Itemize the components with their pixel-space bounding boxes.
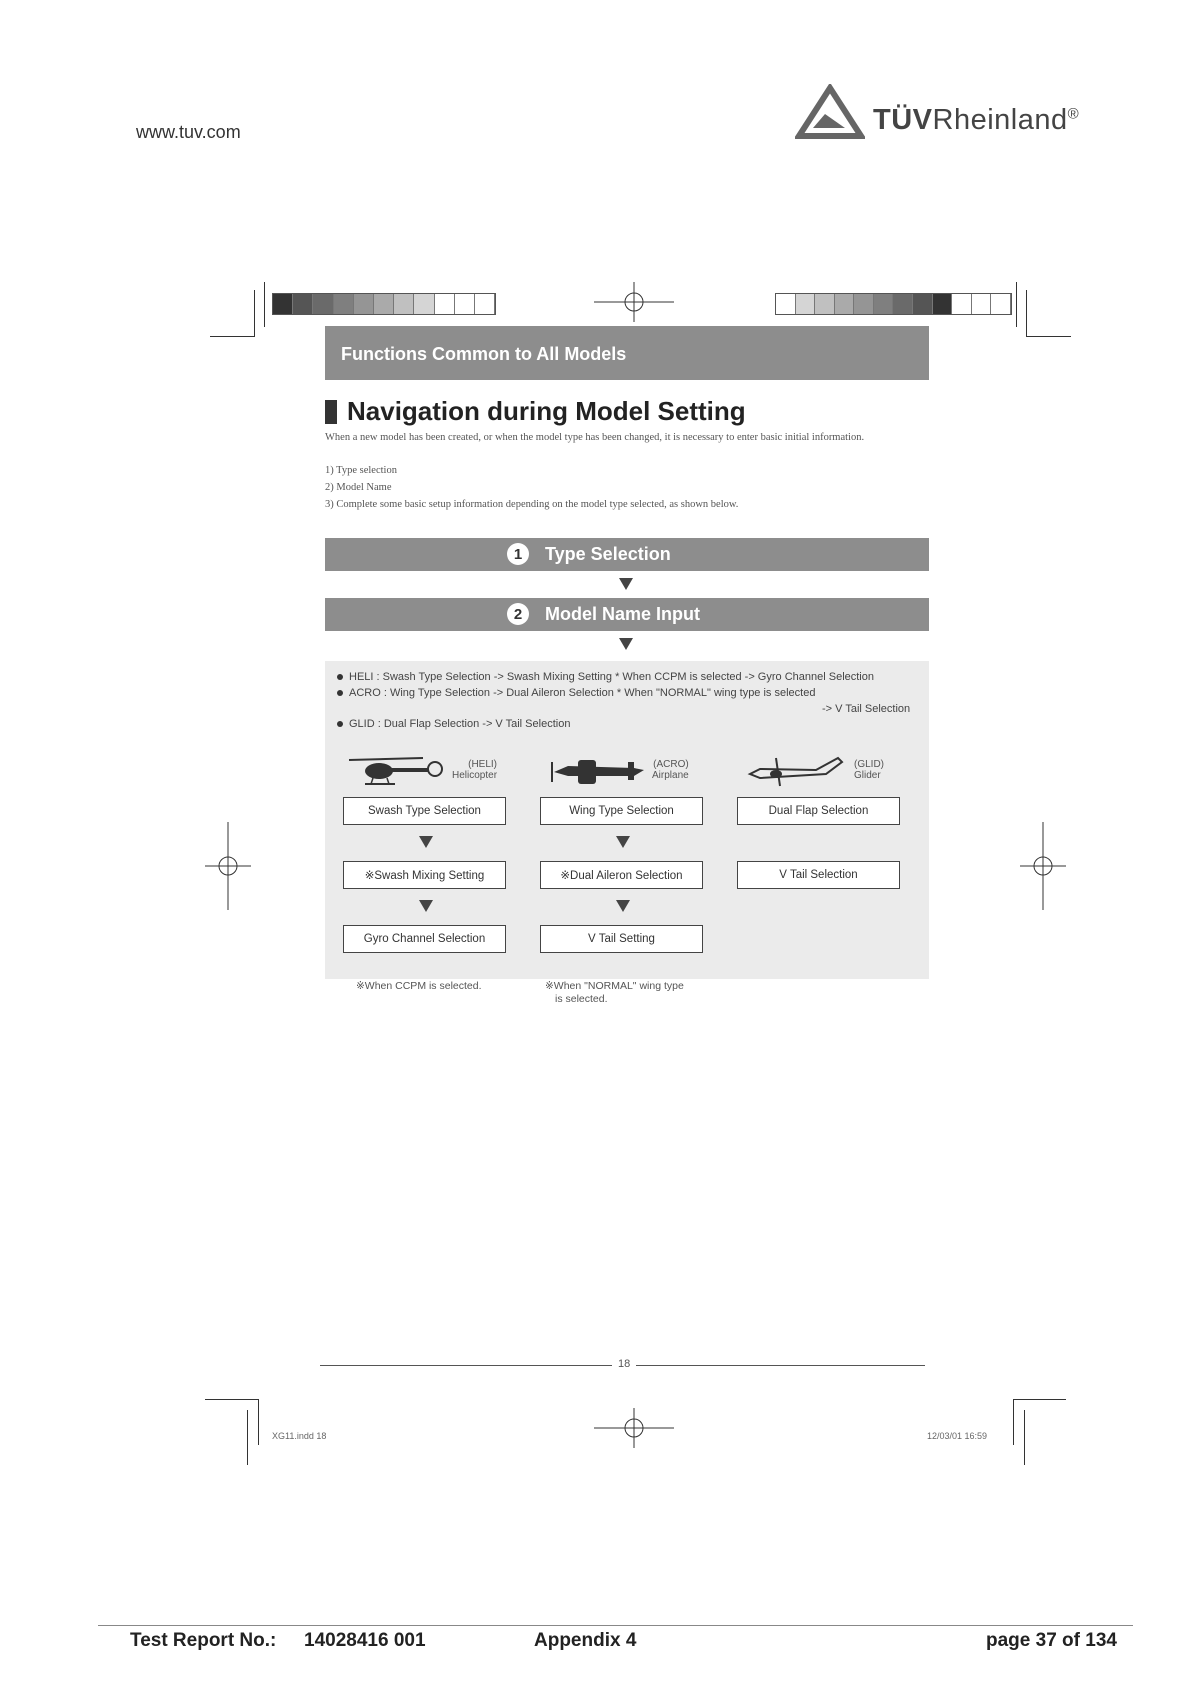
manual-page-number: 18 <box>612 1358 636 1370</box>
footnote-acro <box>545 980 684 1006</box>
heli-box-swash-mixing: ※Swash Mixing Setting <box>343 861 506 889</box>
print-file-label: XG11.indd 18 <box>272 1431 327 1441</box>
glid-box-dual-flap: Dual Flap Selection <box>737 797 900 825</box>
report-number-label: Test Report No.: <box>130 1630 277 1651</box>
footnote-acro-line2: is selected. <box>555 993 608 1005</box>
acro-box-v-tail-setting: V Tail Setting <box>540 925 703 953</box>
registration-mark-left <box>205 822 251 910</box>
registration-mark-right <box>1020 822 1066 910</box>
step2-banner <box>325 598 929 631</box>
down-arrow-icon <box>619 638 633 650</box>
registration-mark <box>594 280 674 324</box>
step1-label: Type Selection <box>545 543 671 564</box>
flow-heli <box>337 671 874 683</box>
color-strip-right <box>775 293 1012 315</box>
heli-box-gyro-channel: Gyro Channel Selection <box>343 925 506 953</box>
glid-box-v-tail: V Tail Selection <box>737 861 900 889</box>
flow-glid <box>337 718 570 730</box>
airplane-icon <box>548 754 648 790</box>
crop-mark <box>1013 1399 1014 1445</box>
page-title <box>325 396 746 427</box>
report-number: 14028416 001 <box>304 1630 426 1651</box>
glider-icon <box>746 752 846 792</box>
model-name: Helicopter <box>452 770 498 781</box>
model-label-glid <box>854 759 884 781</box>
crop-mark <box>1026 336 1071 337</box>
print-date-label: 12/03/01 16:59 <box>927 1431 988 1441</box>
page-counter: page 37 of 134 <box>986 1630 1117 1651</box>
appendix-label: Appendix 4 <box>534 1630 637 1651</box>
bullet-icon <box>337 690 343 696</box>
flow-acro <box>337 687 815 699</box>
logo-rest: Rheinland <box>932 104 1068 136</box>
step2-label: Model Name Input <box>545 603 701 624</box>
down-arrow-icon <box>419 900 433 912</box>
down-arrow-icon <box>616 836 630 848</box>
crop-mark <box>1016 282 1017 327</box>
down-arrow-icon <box>619 578 633 590</box>
tuv-rheinland-logo <box>795 84 1125 144</box>
footnote-acro-line1: ※When "NORMAL" wing type <box>545 980 684 992</box>
heli-box-swash-type: Swash Type Selection <box>343 797 506 825</box>
flow-glid-text: GLID : Dual Flap Selection -> V Tail Selection <box>349 718 571 730</box>
page-title-text: Navigation during Model Setting <box>347 396 746 426</box>
model-code: (HELI) <box>468 759 498 770</box>
helicopter-icon <box>343 754 446 790</box>
crop-mark <box>205 1399 258 1400</box>
intro-text: When a new model has been created, or when the model type has been changed, it is necessary to enter basic initial information. <box>325 432 865 443</box>
model-label-acro <box>652 759 689 781</box>
section-banner <box>325 326 929 380</box>
crop-mark <box>247 1410 248 1465</box>
acro-box-wing-type: Wing Type Selection <box>540 797 703 825</box>
crop-mark <box>1026 290 1027 337</box>
down-arrow-icon <box>616 900 630 912</box>
logo-bold: TÜV <box>873 104 933 136</box>
crop-mark <box>258 1399 259 1445</box>
step1-banner <box>325 538 929 571</box>
site-url: www.tuv.com <box>136 122 241 142</box>
registration-mark-bottom <box>594 1406 674 1450</box>
step-item: 3) Complete some basic setup information depending on the model type selected, as shown below. <box>325 499 739 510</box>
down-arrow-icon <box>419 836 433 848</box>
tuv-triangle-icon <box>795 84 865 140</box>
flow-heli-text: HELI : Swash Type Selection -> Swash Mixing Setting * When CCPM is selected -> Gyro Channel Selection <box>349 671 874 683</box>
bullet-icon <box>337 674 343 680</box>
model-code: (ACRO) <box>653 759 689 770</box>
flow-acro-cont: -> V Tail Selection <box>822 703 911 715</box>
model-name: Glider <box>854 770 881 781</box>
model-code: (GLID) <box>854 759 884 770</box>
step2-number: 2 <box>507 603 529 625</box>
logo-registered: ® <box>1067 105 1080 123</box>
step-item: 1) Type selection <box>325 465 397 476</box>
logo-text <box>873 104 1079 137</box>
crop-mark <box>1013 1399 1066 1400</box>
crop-mark <box>254 290 255 337</box>
step-item: 2) Model Name <box>325 482 392 493</box>
section-banner-text: Functions Common to All Models <box>341 344 627 364</box>
title-bar-icon <box>325 400 337 424</box>
bullet-icon <box>337 721 343 727</box>
acro-box-dual-aileron: ※Dual Aileron Selection <box>540 861 703 889</box>
model-name: Airplane <box>652 770 689 781</box>
model-label-heli <box>452 759 497 781</box>
crop-mark <box>210 336 255 337</box>
footer-rule <box>98 1625 1133 1626</box>
flow-acro-text: ACRO : Wing Type Selection -> Dual Aileron Selection * When "NORMAL" wing type is selected <box>349 687 816 699</box>
steps-list <box>325 462 738 513</box>
footnote-heli: ※When CCPM is selected. <box>356 980 482 992</box>
color-strip-left <box>272 293 496 315</box>
step1-number: 1 <box>507 543 529 565</box>
crop-mark <box>264 282 265 327</box>
crop-mark <box>1024 1410 1025 1465</box>
